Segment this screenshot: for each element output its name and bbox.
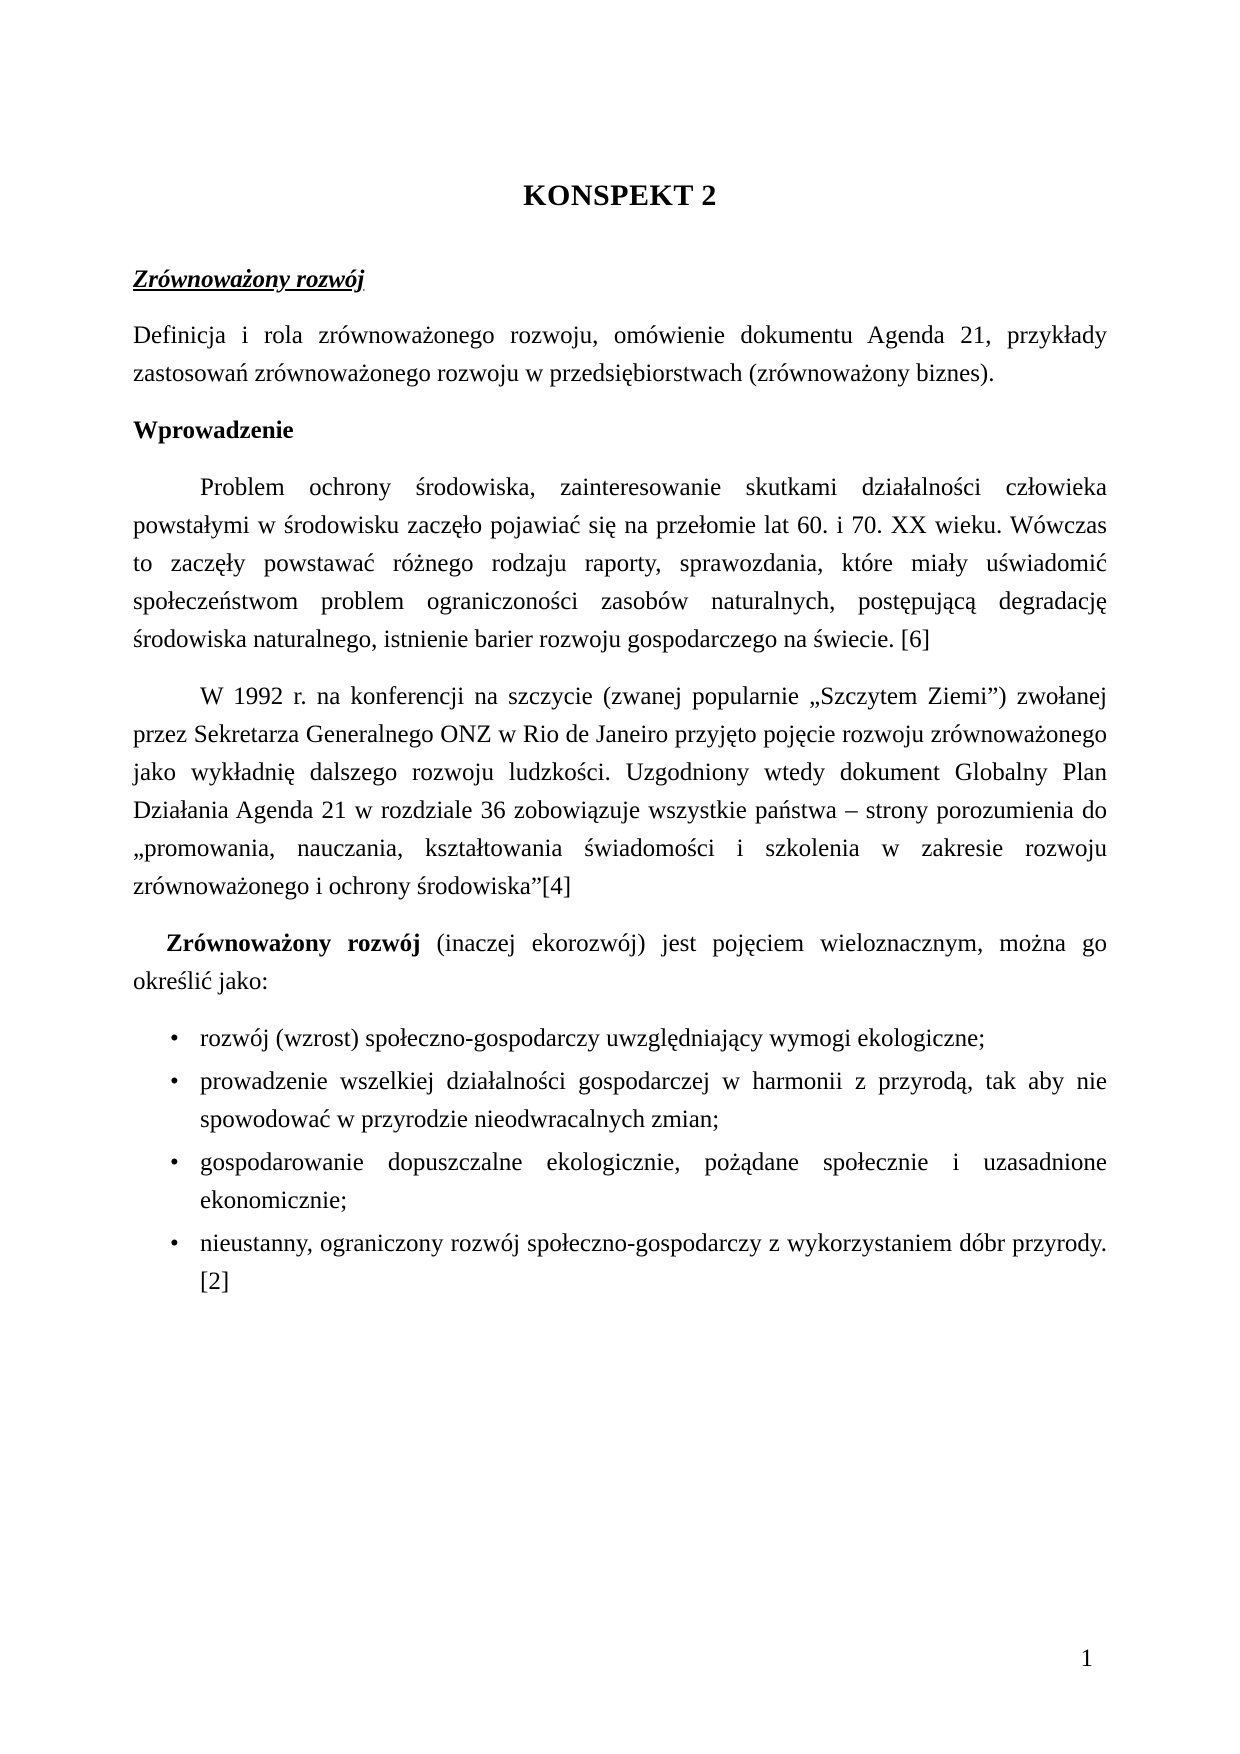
topic-heading-line bbox=[133, 261, 1107, 299]
bullet-list bbox=[133, 1020, 1107, 1301]
topic-description: Definicja i rola zrównoważonego rozwoju, omówienie dokumentu Agenda 21, przykłady zastosowań zrównoważonego rozwoju w przedsiębiorstwach (zrównoważony biznes). bbox=[133, 322, 1107, 387]
paragraph-w-1992: W 1992 r. na konferencji na szczycie (zwanej popularnie „Szczytem Ziemi”) zwołanej przez Sekretarza Generalnego ONZ w Rio de Janeiro przyjęto pojęcie rozwoju zrównoważonego jako wykładnię dalszego rozwoju ludzkości. Uzgodniony wtedy dokument Globalny Plan Działania Agenda 21 w rozdziale 36 zobowiązuje wszystkie państwa – strony porozumienia do „promowania, nauczania, kształtowania świadomości i szkolenia w zakresie rozwoju zrównoważonego i ochrony środowiska”[4] bbox=[133, 683, 1107, 900]
paragraph-problem-ochrony: Problem ochrony środowiska, zainteresowanie skutkami działalności człowieka powstałymi w środowisku zaczęło pojawiać się na przełomie lat 60. i 70. XX wieku. Wówczas to zaczęły powstawać różnego rodzaju raporty, sprawozdania, które miały uświadomić społeczeństwom problem ograniczoności zasobów naturalnych, postępującą degradację środowiska naturalnego, istnienie barier rozwoju gospodarczego na świecie. [6] bbox=[133, 474, 1107, 653]
definition-term: Zrównoważony rozwój bbox=[166, 930, 421, 957]
bullet-icon: • bbox=[170, 1025, 179, 1052]
bullet-icon: • bbox=[170, 1149, 179, 1176]
definition-text: (inaczej ekorozwój) jest pojęciem wieloznacznym, można go określić jako: bbox=[133, 930, 1107, 995]
bullet-icon: • bbox=[170, 1068, 179, 1095]
list-item-text: gospodarowanie dopuszczalne ekologicznie, pożądane społecznie i uzasadnione ekonomicznie; bbox=[200, 1149, 1107, 1214]
list-item-text: nieustanny, ograniczony rozwój społeczno-gospodarczy z wykorzystaniem dóbr przyrody. [2] bbox=[200, 1230, 1107, 1295]
list-item bbox=[133, 1225, 1107, 1301]
list-item-text: rozwój (wzrost) społeczno-gospodarczy uwzględniający wymogi ekologiczne; bbox=[200, 1025, 986, 1052]
list-item bbox=[133, 1020, 1107, 1058]
topic-heading: Zrównoważony rozwój bbox=[133, 266, 365, 293]
document-title: KONSPEKT 2 bbox=[523, 179, 717, 212]
list-item bbox=[133, 1144, 1107, 1220]
list-item bbox=[133, 1063, 1107, 1139]
list-item-text: prowadzenie wszelkiej działalności gospodarczej w harmonii z przyrodą, tak aby nie spowodować w przyrodzie nieodwracalnych zmian; bbox=[200, 1068, 1107, 1133]
section-heading-wprowadzenie: Wprowadzenie bbox=[133, 417, 294, 444]
page-number: 1 bbox=[1080, 1645, 1093, 1672]
definition-paragraph bbox=[133, 925, 1107, 1001]
bullet-icon: • bbox=[170, 1230, 179, 1257]
